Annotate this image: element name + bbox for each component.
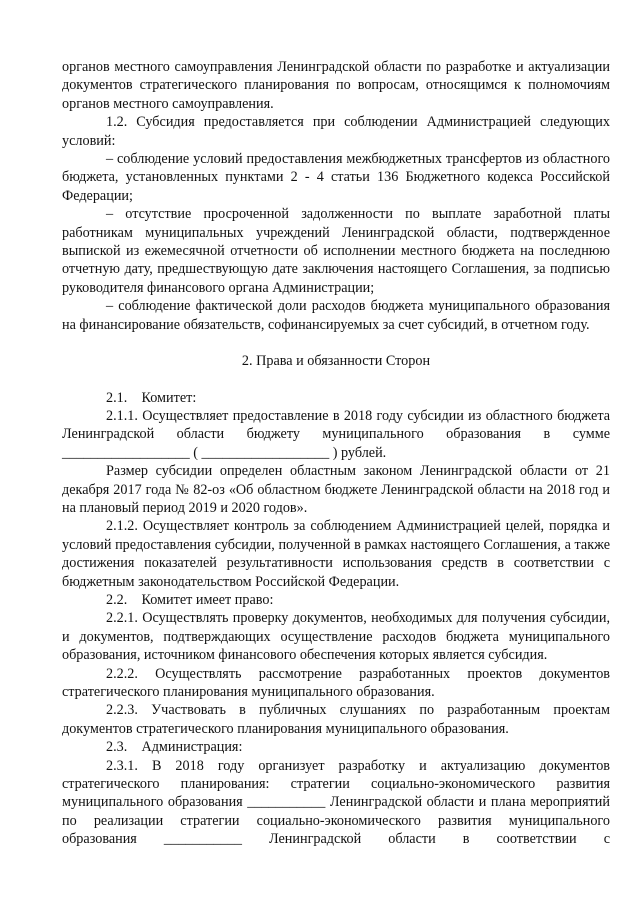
clause-2-2: 2.2. Комитет имеет право:: [106, 591, 274, 608]
clause-2-1-1: 2.1.1. Осуществляет предоставление в 2018 году субсидии из областного бюджета Ленинградской области бюджету муниципального образования в сумме __________________ ( __________________ ) рублей.: [62, 407, 610, 461]
condition-item-1: – соблюдение условий предоставления межбюджетных трансфертов из областного бюджета, установленных пунктами 2 - 4 статьи 136 Бюджетного кодекса Российской Федерации;: [62, 151, 610, 204]
clause-2-1-2: 2.1.2. Осуществляет контроль за соблюдением Администрацией целей, порядка и условий предоставления субсидии, полученной в рамках настоящего Соглашения, а также достижения показателей результативности использования средств в соответствии с бюджетным законодательством Российской Федерации.: [62, 518, 610, 590]
clause-2-3-1: 2.3.1. В 2018 году организует разработку и актуализацию документов стратегического планирования: стратегии социально-экономического развития муниципального образования ___________ Ленинградской области и плана мероприятий по реализации стратегии социально-экономического развития муниципального образования ___________ Ленинградской области в соответствии с: [62, 757, 610, 848]
section-heading: 2. Права и обязанности Сторон: [241, 353, 431, 370]
paragraph-1-2: 1.2. Субсидия предоставляется при соблюдении Администрацией следующих условий:: [62, 114, 610, 149]
clause-2-1: 2.1. Комитет:: [106, 389, 197, 406]
condition-item-3: – соблюдение фактической доли расходов бюджета муниципального образования на финансирование обязательств, софинансируемых за счет субсидий, в отчетном году.: [62, 298, 610, 333]
subsidy-size-paragraph: Размер субсидии определен областным законом Ленинградской области от 21 декабря 2017 года № 82-оз «Об областном бюджете Ленинградской области на 2018 год и на плановый период 2019 и 2020 годов».: [62, 463, 610, 516]
clause-2-2-3: 2.2.3. Участвовать в публичных слушаниях по разработанным проектам документов стратегического планирования муниципального образования.: [62, 702, 610, 737]
clause-2-3: 2.3. Администрация:: [106, 739, 243, 756]
document-page: [62, 58, 610, 849]
clause-2-2-2: 2.2.2. Осуществлять рассмотрение разработанных проектов документов стратегического планирования муниципального образования.: [62, 665, 610, 700]
paragraph-continuation: органов местного самоуправления Ленинградской области по разработке и актуализации документов стратегического планирования по вопросам, относящимся к полномочиям органов местного самоуправления.: [62, 59, 610, 112]
condition-item-2: – отсутствие просроченной задолженности по выплате заработной платы работникам муниципальных учреждений Ленинградской области, подтвержденное выпиской из ежемесячной отчетности об исполнении местного бюджета на последнюю отчетную дату, предшествующую дате заключения настоящего Соглашения, за подписью руководителя финансового органа Администрации;: [62, 206, 610, 296]
clause-2-2-1: 2.2.1. Осуществлять проверку документов, необходимых для получения субсидии, и документов, подтверждающих осуществление расходов бюджета муниципального образования, источником финансового обеспечения которых является субсидия.: [62, 610, 610, 664]
